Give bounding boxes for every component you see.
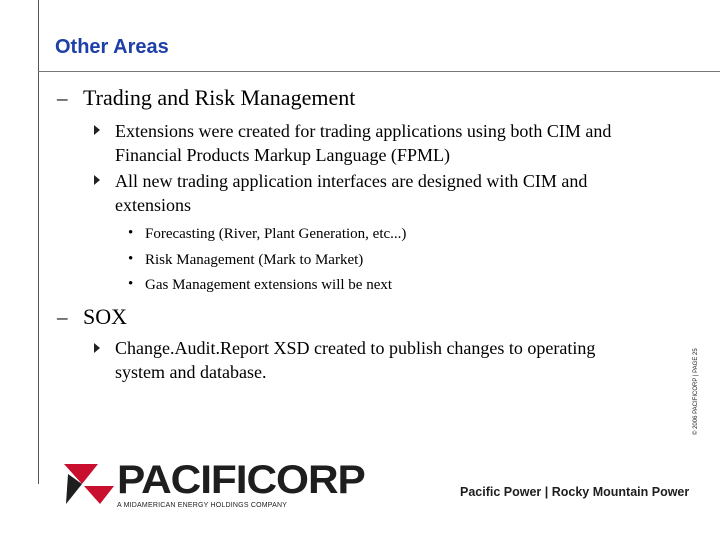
- arrow-bullet-icon: [94, 125, 100, 135]
- arrow-bullet-icon: [94, 175, 100, 185]
- bullet-text: [115, 169, 587, 217]
- copyright-page-number: © 2006 PACIFICORP | PAGE 25: [693, 348, 699, 435]
- arrow-bullet-icon: [94, 343, 100, 353]
- logo-wordmark: PACIFICORP: [117, 458, 365, 502]
- bullet-line: Financial Products Markup Language (FPML): [115, 145, 450, 165]
- sub-bullet-text: Risk Management (Mark to Market): [145, 252, 364, 268]
- bullet-line: extensions: [115, 195, 191, 215]
- section-heading-trading: Trading and Risk Management: [83, 85, 356, 110]
- dot-bullet-icon: •: [128, 225, 134, 241]
- logo-triangle-red-lower: [84, 486, 114, 504]
- bullet-line: All new trading application interfaces are designed with CIM and: [115, 171, 588, 191]
- bullet-text: [115, 119, 611, 167]
- brand-names: Pacific Power | Rocky Mountain Power: [460, 485, 690, 499]
- bullet-line: system and database.: [115, 362, 267, 382]
- pacificorp-logo-icon: [62, 462, 116, 506]
- bullet-line: Extensions were created for trading applications using both CIM and: [115, 121, 612, 141]
- section-heading-sox: SOX: [83, 304, 128, 329]
- title-underline: [38, 71, 720, 72]
- bullet-text: [115, 336, 595, 384]
- left-vertical-rule: [38, 0, 39, 484]
- dot-bullet-icon: •: [128, 276, 134, 292]
- dot-bullet-icon: •: [128, 251, 134, 267]
- sub-bullet-text: Forecasting (River, Plant Generation, etc...): [145, 226, 407, 242]
- section-dash: –: [57, 305, 68, 329]
- section-dash: –: [57, 86, 68, 110]
- logo-tagline: A MIDAMERICAN ENERGY HOLDINGS COMPANY: [117, 502, 288, 509]
- bullet-line: Change.Audit.Report XSD created to publish changes to operating: [115, 338, 596, 358]
- slide-title: Other Areas: [55, 36, 169, 58]
- sub-bullet-text: Gas Management extensions will be next: [145, 277, 393, 293]
